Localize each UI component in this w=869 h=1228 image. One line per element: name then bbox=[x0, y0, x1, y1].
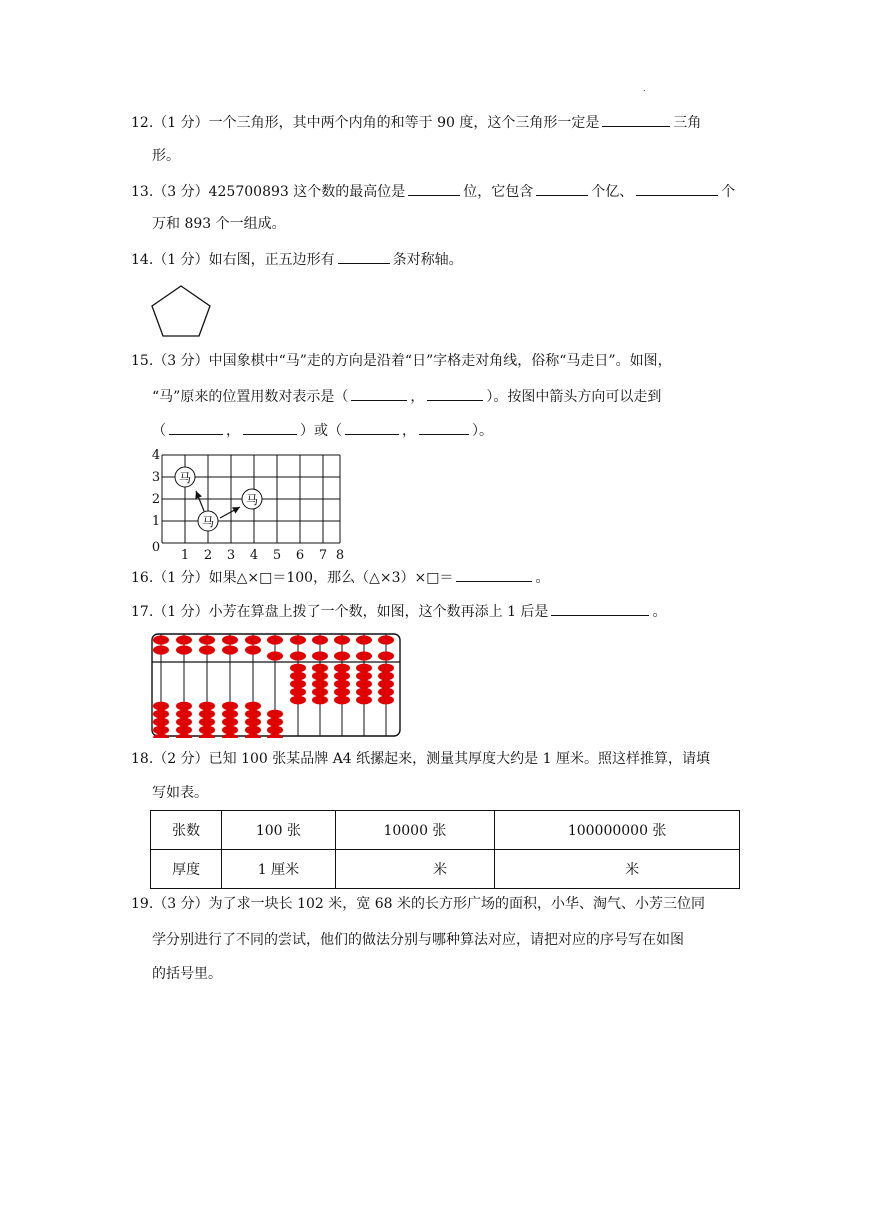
abacus-bead bbox=[199, 635, 215, 644]
q13-blank-3[interactable] bbox=[636, 181, 718, 196]
abacus-bead bbox=[334, 680, 350, 689]
abacus-bead bbox=[153, 734, 169, 738]
abacus-bead bbox=[222, 645, 238, 654]
q13-text-c: 个亿、 bbox=[591, 184, 634, 200]
piece-label: 马 bbox=[245, 493, 259, 507]
x-tick: 8 bbox=[335, 548, 345, 563]
horse-piece-top bbox=[175, 467, 195, 487]
q12-text-a: 12.（1 分）一个三角形，其中两个内角的和等于 90 度，这个三角形一定是 bbox=[131, 115, 600, 131]
abacus-bead bbox=[378, 680, 394, 689]
q15-text-d: （ bbox=[152, 423, 166, 439]
abacus-bead bbox=[176, 702, 192, 711]
q17-text-b: 。 bbox=[652, 604, 667, 620]
abacus-bead bbox=[153, 726, 169, 735]
q14-answer-blank[interactable] bbox=[338, 249, 390, 264]
abacus-bead bbox=[267, 635, 283, 644]
table-cell: 1 厘米 bbox=[222, 850, 335, 889]
q13-text-d: 个 bbox=[721, 184, 736, 200]
q16-line1 bbox=[131, 567, 549, 588]
q17-line1 bbox=[131, 601, 666, 622]
abacus-bead bbox=[356, 672, 372, 681]
abacus-bead bbox=[356, 680, 372, 689]
x-tick: 5 bbox=[272, 548, 282, 563]
abacus-bead bbox=[199, 645, 215, 654]
abacus-bead bbox=[378, 651, 394, 660]
abacus-bead bbox=[222, 734, 238, 738]
q15-blank-3[interactable] bbox=[169, 420, 223, 435]
q19-line2: 学分别进行了不同的尝试，他们的做法分别与哪种算法对应，请把对应的序号写在如图 bbox=[152, 932, 684, 948]
abacus-bead bbox=[334, 688, 350, 697]
x-tick: 7 bbox=[318, 548, 328, 563]
q14-text-b: 条对称轴。 bbox=[392, 252, 463, 268]
abacus-bead bbox=[222, 718, 238, 727]
abacus-bead bbox=[334, 664, 350, 673]
abacus-bead bbox=[222, 635, 238, 644]
y-tick: 2 bbox=[151, 492, 161, 507]
paper-thickness-table bbox=[150, 810, 740, 889]
abacus-bead bbox=[356, 635, 372, 644]
abacus-bead bbox=[356, 651, 372, 660]
piece-label: 马 bbox=[201, 515, 215, 529]
q15-text-f: ）或（ bbox=[300, 423, 342, 439]
q15-text-c: ）。按图中箭头方向可以走到 bbox=[486, 389, 662, 405]
abacus-bead bbox=[290, 696, 306, 705]
abacus-bead bbox=[290, 651, 306, 660]
q12-text-b: 三角 bbox=[673, 115, 702, 131]
abacus-bead bbox=[267, 726, 283, 735]
piece-label: 马 bbox=[178, 471, 192, 485]
abacus-bead bbox=[199, 726, 215, 735]
q16-answer-blank[interactable] bbox=[456, 567, 532, 582]
q15-text-g: ， bbox=[402, 423, 416, 439]
abacus-bead bbox=[199, 718, 215, 727]
q15-line1: 15.（3 分）中国象棋中“马”走的方向是沿着“日”字格走对角线，俗称“马走日”。如图， bbox=[131, 353, 672, 369]
q15-line2 bbox=[152, 386, 661, 407]
q15-blank-2[interactable] bbox=[427, 386, 483, 401]
q19-line1: 19.（3 分）为了求一块长 102 米，宽 68 米的长方形广场的面积，小华、淘气、小芳三位同 bbox=[131, 896, 705, 912]
q14-line1 bbox=[131, 249, 463, 270]
abacus-bead bbox=[245, 726, 261, 735]
abacus-bead bbox=[378, 672, 394, 681]
abacus-bead bbox=[312, 672, 328, 681]
abacus-bead bbox=[312, 635, 328, 644]
abacus-bead bbox=[245, 710, 261, 719]
abacus-bead bbox=[267, 710, 283, 719]
abacus-bead bbox=[290, 635, 306, 644]
table-row bbox=[151, 850, 740, 889]
abacus-bead bbox=[245, 734, 261, 738]
abacus-bead bbox=[312, 680, 328, 689]
y-tick: 0 bbox=[151, 540, 161, 555]
q16-text-b: 。 bbox=[535, 570, 550, 586]
abacus-bead bbox=[378, 664, 394, 673]
table-cell: 100 张 bbox=[222, 811, 335, 850]
q15-blank-5[interactable] bbox=[345, 420, 399, 435]
abacus-bead bbox=[334, 651, 350, 660]
abacus-bead bbox=[334, 696, 350, 705]
abacus-bead bbox=[153, 718, 169, 727]
q12-line1 bbox=[131, 112, 701, 133]
q13-blank-2[interactable] bbox=[536, 181, 588, 196]
table-cell-answer[interactable]: 米 bbox=[495, 850, 740, 889]
abacus-bead bbox=[176, 635, 192, 644]
abacus-bead bbox=[176, 726, 192, 735]
abacus-bead bbox=[290, 680, 306, 689]
abacus-bead bbox=[199, 702, 215, 711]
table-cell: 厚度 bbox=[151, 850, 222, 889]
table-cell: 100000000 张 bbox=[495, 811, 740, 850]
arrow-right bbox=[220, 507, 240, 518]
table-cell-answer[interactable]: 米 bbox=[335, 850, 495, 889]
abacus-bead bbox=[153, 645, 169, 654]
q13-line2: 万和 893 个一组成。 bbox=[152, 216, 286, 232]
q15-text-b: ， bbox=[410, 389, 425, 405]
abacus-bead bbox=[312, 651, 328, 660]
horse-piece-right bbox=[242, 489, 262, 509]
q15-line3 bbox=[152, 420, 493, 441]
abacus-bead bbox=[199, 710, 215, 719]
q19-line3: 的括号里。 bbox=[152, 966, 222, 982]
abacus-bead bbox=[222, 702, 238, 711]
abacus-bead bbox=[290, 672, 306, 681]
abacus-bead bbox=[267, 718, 283, 727]
table-row bbox=[151, 811, 740, 850]
abacus-bead bbox=[153, 702, 169, 711]
abacus-bead bbox=[334, 672, 350, 681]
x-tick: 4 bbox=[249, 548, 259, 563]
y-tick: 4 bbox=[151, 448, 161, 463]
abacus-bead bbox=[199, 734, 215, 738]
pentagon-figure bbox=[148, 283, 214, 339]
q17-text-a: 17.（1 分）小芳在算盘上拨了一个数，如图，这个数再添上 1 后是 bbox=[131, 604, 549, 620]
abacus-bead bbox=[176, 734, 192, 738]
q15-text-e: ， bbox=[226, 423, 240, 439]
abacus-bead bbox=[312, 664, 328, 673]
q17-answer-blank[interactable] bbox=[551, 601, 649, 616]
q15-blank-4[interactable] bbox=[243, 420, 297, 435]
abacus-figure bbox=[150, 632, 402, 738]
abacus-bead bbox=[356, 696, 372, 705]
abacus-bead bbox=[176, 710, 192, 719]
y-tick: 3 bbox=[151, 470, 161, 485]
q12-line2: 形。 bbox=[152, 148, 180, 164]
abacus-bead bbox=[176, 645, 192, 654]
abacus-bead bbox=[222, 710, 238, 719]
chess-grid-figure bbox=[140, 443, 355, 565]
x-tick: 1 bbox=[180, 548, 190, 563]
q15-blank-6[interactable] bbox=[419, 420, 469, 435]
abacus-bead bbox=[267, 734, 283, 738]
abacus-bead bbox=[176, 718, 192, 727]
q13-text-b: 位，它包含 bbox=[463, 184, 534, 200]
abacus-bead bbox=[378, 696, 394, 705]
page-mark: . bbox=[643, 84, 646, 93]
x-tick: 3 bbox=[226, 548, 236, 563]
q13-line1 bbox=[131, 181, 735, 202]
q18-line2: 写如表。 bbox=[152, 785, 208, 801]
abacus-bead bbox=[312, 696, 328, 705]
q15-text-a: “马”原来的位置用数对表示是（ bbox=[152, 389, 349, 405]
horse-piece-origin bbox=[198, 511, 218, 531]
arrow-up-left bbox=[196, 491, 204, 511]
abacus-bead bbox=[245, 645, 261, 654]
y-tick: 1 bbox=[151, 514, 161, 529]
table-cell: 10000 张 bbox=[335, 811, 495, 850]
q12-answer-blank[interactable] bbox=[602, 112, 670, 127]
table-cell: 张数 bbox=[151, 811, 222, 850]
abacus-bead bbox=[290, 688, 306, 697]
q13-blank-1[interactable] bbox=[408, 181, 460, 196]
abacus-bead bbox=[378, 688, 394, 697]
abacus-bead bbox=[334, 635, 350, 644]
abacus-bead bbox=[290, 664, 306, 673]
abacus-bead bbox=[356, 688, 372, 697]
q15-blank-1[interactable] bbox=[351, 386, 407, 401]
q16-text-a: 16.（1 分）如果△×□＝100，那么（△×3）×□＝ bbox=[131, 570, 454, 586]
abacus-bead bbox=[153, 710, 169, 719]
abacus-bead bbox=[245, 718, 261, 727]
abacus-bead bbox=[356, 664, 372, 673]
q18-line1: 18.（2 分）已知 100 张某品牌 A4 纸摞起来，测量其厚度大约是 1 厘米。照这样推算，请填 bbox=[131, 751, 710, 767]
q15-text-h: ）。 bbox=[472, 423, 493, 439]
q13-text-a: 13.（3 分）425700893 这个数的最高位是 bbox=[131, 184, 406, 200]
abacus-bead bbox=[378, 635, 394, 644]
abacus-bead bbox=[222, 726, 238, 735]
abacus-bead bbox=[312, 688, 328, 697]
abacus-bead bbox=[153, 635, 169, 644]
abacus-bead bbox=[245, 702, 261, 711]
x-tick: 6 bbox=[295, 548, 305, 563]
abacus-bead bbox=[267, 651, 283, 660]
q14-text-a: 14.（1 分）如右图，正五边形有 bbox=[131, 252, 335, 268]
abacus-bead bbox=[245, 635, 261, 644]
x-tick: 2 bbox=[203, 548, 213, 563]
